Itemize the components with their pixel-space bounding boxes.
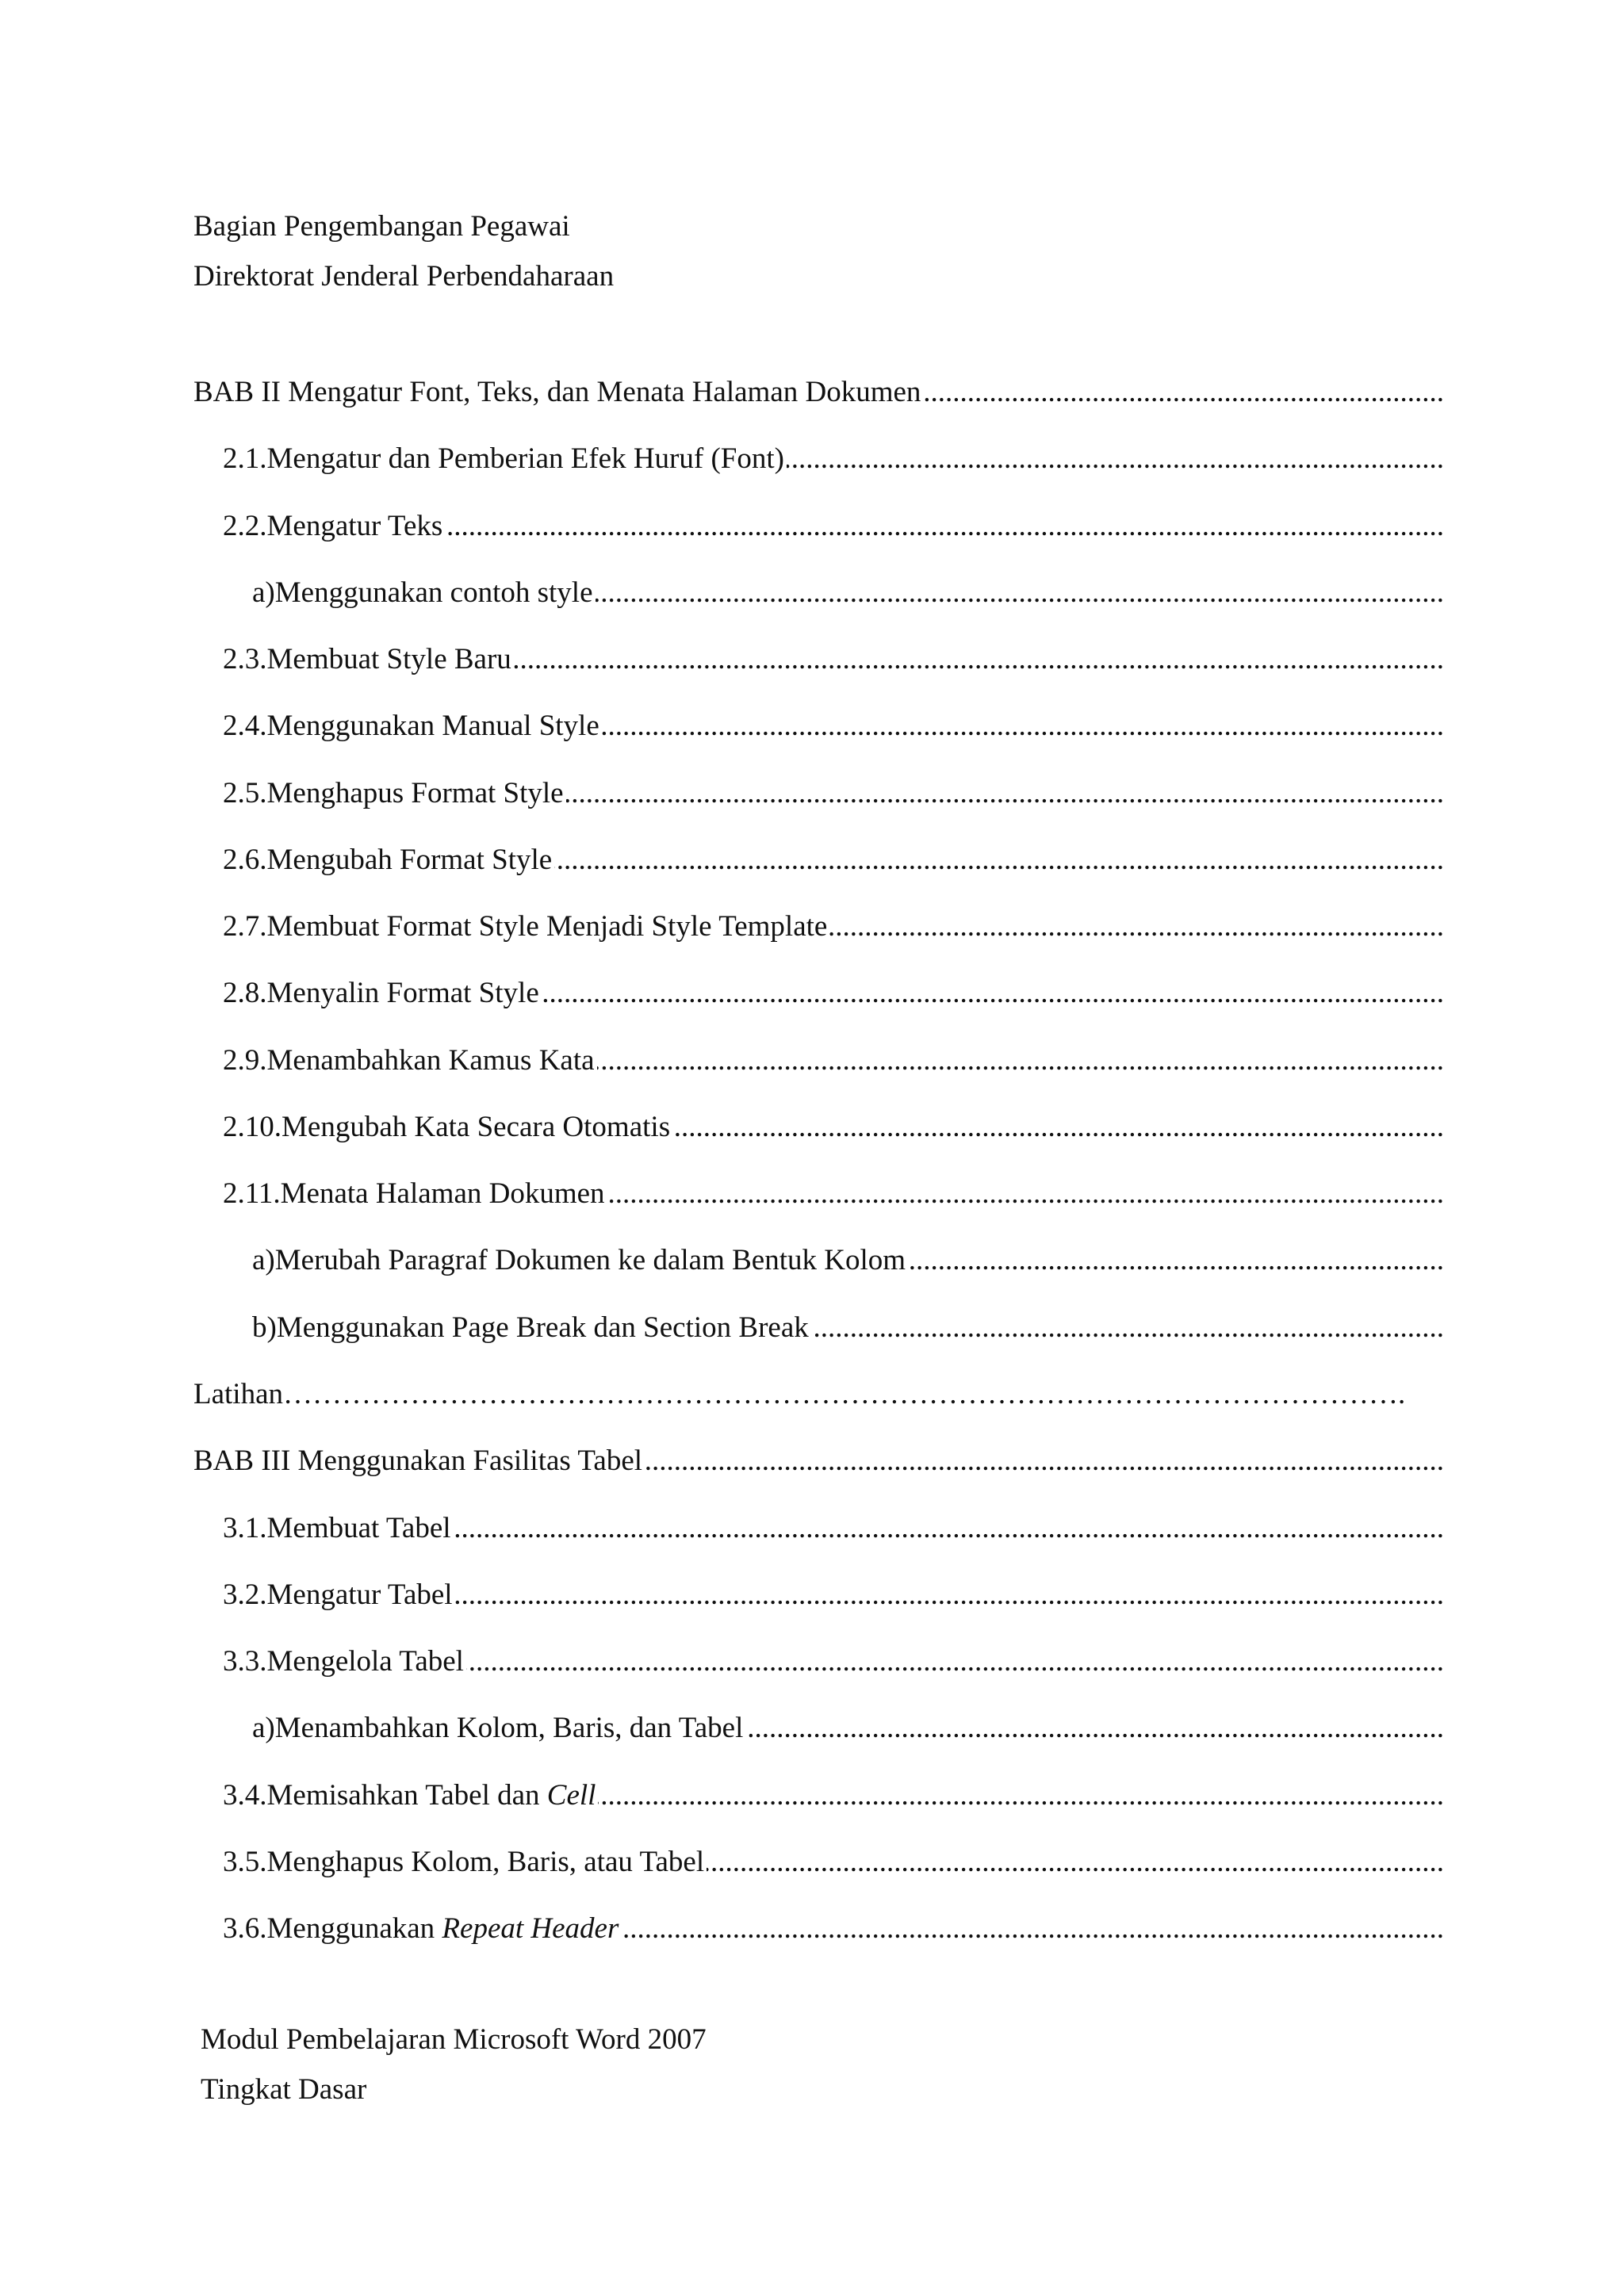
dot-leader <box>811 1295 1444 1361</box>
dot-leader <box>745 1695 1444 1762</box>
dot-leader <box>787 426 1444 492</box>
toc-entry-label: 2.3.Membuat Style Baru <box>223 643 511 676</box>
toc-section <box>193 1094 1444 1161</box>
dot-leader <box>554 827 1444 894</box>
toc-entry-label: a)Menggunakan contoh style <box>252 576 593 609</box>
dot-leader <box>454 1495 1444 1562</box>
toc-section <box>193 827 1444 894</box>
toc-subsection <box>193 1695 1444 1762</box>
dot-leader <box>597 1027 1444 1094</box>
toc-entry-label: 3.3.Mengelola Tabel <box>223 1645 464 1678</box>
toc-section <box>193 1896 1444 1962</box>
toc-section <box>193 894 1444 960</box>
toc-entry-label: 3.1.Membuat Tabel <box>223 1511 451 1544</box>
toc-section <box>193 1027 1444 1094</box>
toc-entry-label: 2.10.Mengubah Kata Secara Otomatis <box>223 1110 671 1143</box>
toc-entry-label: 2.2.Mengatur Teks <box>223 509 443 542</box>
toc-subsection <box>193 1295 1444 1361</box>
page-footer <box>201 2015 707 2114</box>
toc-entry-label <box>223 1896 619 1962</box>
header-unit: Bagian Pengembangan Pegawai <box>193 210 570 243</box>
toc-entry-text: 3.4.Memisahkan Tabel dan <box>223 1778 547 1812</box>
page-header <box>193 201 614 301</box>
dot-leader <box>542 960 1444 1027</box>
dot-leader <box>908 1227 1444 1294</box>
dot-leader <box>707 1829 1444 1896</box>
dot-leader <box>445 493 1444 560</box>
toc-entry-label: 2.5.Menghapus Format Style <box>223 776 564 809</box>
toc-entry-label: b)Menggunakan Page Break dan Section Break <box>252 1311 809 1344</box>
toc-entry-label: a)Merubah Paragraf Dokumen ke dalam Bentuk Kolom <box>252 1244 906 1277</box>
footer-level: Tingkat Dasar <box>201 2073 367 2106</box>
toc-entry-italic-term: Cell <box>546 1778 596 1812</box>
toc-section <box>193 1829 1444 1896</box>
dot-leader <box>621 1896 1444 1962</box>
toc-section <box>193 960 1444 1027</box>
dot-leader <box>602 693 1444 760</box>
dot-leader <box>672 1094 1444 1161</box>
toc-entry-italic-term: Repeat Header <box>442 1912 619 1946</box>
toc-chapter <box>193 1428 1444 1494</box>
toc-entry-label: 3.5.Menghapus Kolom, Baris, atau Tabel <box>223 1845 705 1878</box>
toc-section <box>193 626 1444 693</box>
toc-chapter <box>193 359 1444 426</box>
dot-leader <box>923 359 1444 426</box>
toc-section <box>193 1161 1444 1227</box>
toc-section <box>193 1562 1444 1628</box>
toc-subsection <box>193 1227 1444 1294</box>
toc-subsection <box>193 560 1444 626</box>
dot-leader <box>455 1562 1444 1628</box>
toc-section <box>193 1762 1444 1829</box>
header-directorate: Direktorat Jenderal Perbendaharaan <box>193 260 615 293</box>
toc-section <box>193 1495 1444 1562</box>
toc-entry-label: 2.9.Menambahkan Kamus Kata <box>223 1043 595 1077</box>
toc-entry-label: BAB III Menggunakan Fasilitas Tabel <box>193 1445 643 1478</box>
toc-entry-text: 3.6.Menggunakan <box>223 1912 442 1946</box>
toc-entry-label: a)Menambahkan Kolom, Baris, dan Tabel <box>252 1712 744 1745</box>
toc-entry-label <box>223 1762 596 1829</box>
table-of-contents <box>193 359 1444 1962</box>
toc-entry-label: 2.11.Menata Halaman Dokumen <box>223 1177 605 1211</box>
toc-entry-label: 2.8.Menyalin Format Style <box>223 977 539 1010</box>
toc-entry-label: 3.2.Mengatur Tabel <box>223 1578 453 1611</box>
toc-entry-label: 2.1.Mengatur dan Pemberian Efek Huruf (Font) <box>223 442 784 476</box>
dot-leader <box>645 1428 1444 1494</box>
toc-entry-label: BAB II Mengatur Font, Teks, dan Menata Halaman Dokumen <box>193 376 921 408</box>
toc-entry-label: 2.7.Membuat Format Style Menjadi Style Template <box>223 910 828 943</box>
toc-section <box>193 1628 1444 1695</box>
dot-leader <box>566 760 1444 827</box>
dot-leader <box>514 626 1444 693</box>
footer-module-title: Modul Pembelajaran Microsoft Word 2007 <box>201 2023 707 2056</box>
toc-entry-label: 2.6.Mengubah Format Style <box>223 843 553 876</box>
toc-section <box>193 760 1444 827</box>
dot-leader <box>607 1161 1444 1227</box>
toc-entry-label: Latihan……………………………………………………………………………………………………. <box>193 1377 1406 1410</box>
toc-section <box>193 493 1444 560</box>
toc-section <box>193 693 1444 760</box>
dot-leader <box>829 894 1444 960</box>
dot-leader <box>598 1762 1444 1829</box>
toc-section <box>193 426 1444 492</box>
dot-leader <box>466 1628 1444 1695</box>
toc-exercise <box>193 1361 1444 1428</box>
dot-leader <box>596 560 1445 626</box>
toc-entry-label: 2.4.Menggunakan Manual Style <box>223 710 599 743</box>
